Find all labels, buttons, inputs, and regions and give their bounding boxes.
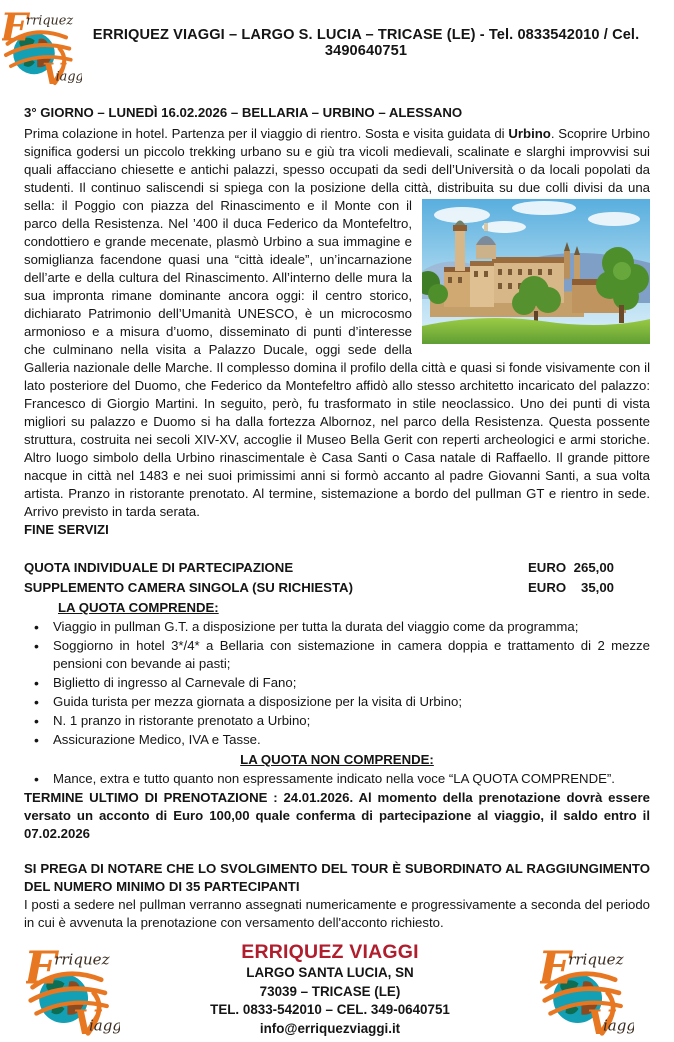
footer-email: info@erriquezviaggi.it xyxy=(259,1020,401,1036)
quota-comprende-heading: LA QUOTA COMPRENDE: xyxy=(58,600,219,615)
price-row-single-supplement xyxy=(24,578,650,598)
list-item: • N. 1 pranzo in ristorante prenotato a Urbino; xyxy=(32,712,650,730)
list-item: • Viaggio in pullman G.T. a disposizione per tutta la durata del viaggio come da programma; xyxy=(32,618,650,636)
urbino-photo xyxy=(422,199,650,344)
pricing-section xyxy=(24,558,650,598)
footer-company-name: ERRIQUEZ VIAGGI xyxy=(241,941,419,963)
quota-non-comprende-list xyxy=(24,770,650,788)
price-currency: EURO xyxy=(528,560,567,575)
list-item: • Soggiorno in hotel 3*/4* a Bellaria con sistemazione in camera doppia e trattamento di 2 mezze pensioni con bevande ai pasti; xyxy=(32,637,650,673)
itinerary-paragraph xyxy=(24,125,650,521)
price-row-individual xyxy=(24,558,650,578)
erriquez-viaggi-logo xyxy=(2,5,82,89)
page-header xyxy=(0,0,674,88)
paragraph-text-end: sella: il Poggio con piazza del Rinascimento e il Monte con il parco della Resistenza. Nel ’400 il duca Federico da Montefeltro, condottiero e grande mecenate, plasmò Urbino a sua immagine e somiglianza facendone quasi una “città ideale”, un’incarnazione dell’arte e della cultura del Rinascimento. All’interno delle mura la sua impronta rimane dominante ancora oggi: il centro storico, dichiarato Patrimonio dell’Umanità UNESCO, è un microcosmo armonioso e a misura d’uomo, disseminato di punti d’interesse che culminano nella visita a Palazzo Ducale, oggi sede della Galleria nazionale delle Marche. Il complesso domina il profilo della città e quasi si fonde visivamente con il lato posteriore del Duomo, che Federico da Montefeltro affidò allo stesso architetto incaricato del palazzo: Francesco di Giorgio Martini. In seguito, però, fu trasformato in stile neoclassico. Uno dei punti di vista migliori su palazzo e Duomo si ha dalla fortezza Albornoz, nel parco della Resistenza. Questa possente struttura, costruita nei secoli XIV-XV, accoglie il Museo Bella Gerit con reperti archeologici e armi storiche. Altro luogo simbolo della Urbino rinascimentale è Casa Santi o Casa natale di Raffaello. Il grande pittore nacque in città nel 1483 e nei suoi primissimi anni si formò accanto al padre Giovanni Santi, a sua volta artista. Pranzo in ristorante prenotato. Al termine, sistemazione a bordo del pullman GT e rientro in sede. Arrivo previsto in tarda serata. xyxy=(24,198,650,519)
list-item: • Assicurazione Medico, IVA e Tasse. xyxy=(32,731,650,749)
footer-contact-block xyxy=(120,940,540,1042)
globe-logo-icon xyxy=(26,943,120,1039)
header-contact-line: ERRIQUEZ VIAGGI – LARGO S. LUCIA – TRICASE (LE) - Tel. 0833542010 / Cel. 3490640751 xyxy=(92,27,640,59)
urbino-cityscape-image xyxy=(422,199,650,344)
minimum-participants-note: SI PREGA DI NOTARE CHE LO SVOLGIMENTO DEL TOUR È SUBORDINATO AL RAGGIUNGIMENTO DEL NUMERO MINIMO DI 35 PARTECIPANTI xyxy=(24,861,650,894)
erriquez-viaggi-logo-right xyxy=(540,943,634,1039)
price-currency: EURO xyxy=(528,580,567,595)
price-amount xyxy=(528,578,614,598)
price-value: 265,00 xyxy=(573,560,614,575)
footer-phone-line: TEL. 0833-542010 – CEL. 349-0640751 xyxy=(210,1002,450,1017)
booking-deadline-note: TERMINE ULTIMO DI PRENOTAZIONE : 24.01.2026. Al momento della prenotazione dovrà essere versato un acconto di Euro 100,00 quale conferma di partecipazione al viaggio, il saldo entro il 07.02.2026 xyxy=(24,790,650,841)
globe-logo-icon xyxy=(540,943,634,1039)
list-item: • Biglietto di ingresso al Carnevale di Fano; xyxy=(32,674,650,692)
price-label: QUOTA INDIVIDUALE DI PARTECIPAZIONE xyxy=(24,560,294,575)
page-footer xyxy=(0,940,674,1042)
paragraph-bold-urbino: Urbino xyxy=(508,126,551,141)
quota-comprende-list xyxy=(24,618,650,749)
erriquez-viaggi-logo-left xyxy=(26,943,120,1039)
price-amount xyxy=(528,558,614,578)
paragraph-text-start: Prima colazione in hotel. Partenza per il viaggio di rientro. Sosta e visita guidata di xyxy=(24,126,509,141)
globe-logo-icon xyxy=(2,5,82,89)
quota-non-comprende-heading: LA QUOTA NON COMPRENDE: xyxy=(240,752,434,767)
day-title: 3° GIORNO – LUNEDÌ 16.02.2026 – BELLARIA – URBINO – ALESSANO xyxy=(24,105,463,120)
footer-address-line1: LARGO SANTA LUCIA, SN xyxy=(246,965,414,980)
paragraph-text-mid: . Scoprire Urbino significa godersi un piccolo trekking urbano su e giù tra vicoli medievali, scalinate e slarghi improvvisi sui quali affacciano chiesette e antichi palazzi, spesso occupati da sedi dell’Università o da locali popolati da studenti. Il continuo saliscendi si spiega con la posizione della città, distribuita su due colli divisi da una xyxy=(24,126,650,195)
seat-assignment-note: I posti a sedere nel pullman verranno assegnati numericamente e progressivamente a seconda del periodo in cui è avvenuta la prenotazione con versamento dell'acconto richiesto. xyxy=(24,897,650,930)
list-item: • Guida turista per mezza giornata a disposizione per la visita di Urbino; xyxy=(32,693,650,711)
list-item: • Mance, extra e tutto quanto non espressamente indicato nella voce “LA QUOTA COMPRENDE”. xyxy=(32,770,650,788)
price-value: 35,00 xyxy=(580,580,614,595)
fine-servizi-label: FINE SERVIZI xyxy=(24,522,109,537)
price-label: SUPPLEMENTO CAMERA SINGOLA (SU RICHIESTA) xyxy=(24,580,353,595)
footer-address-line2: 73039 – TRICASE (LE) xyxy=(259,983,401,999)
document-body xyxy=(0,104,674,932)
